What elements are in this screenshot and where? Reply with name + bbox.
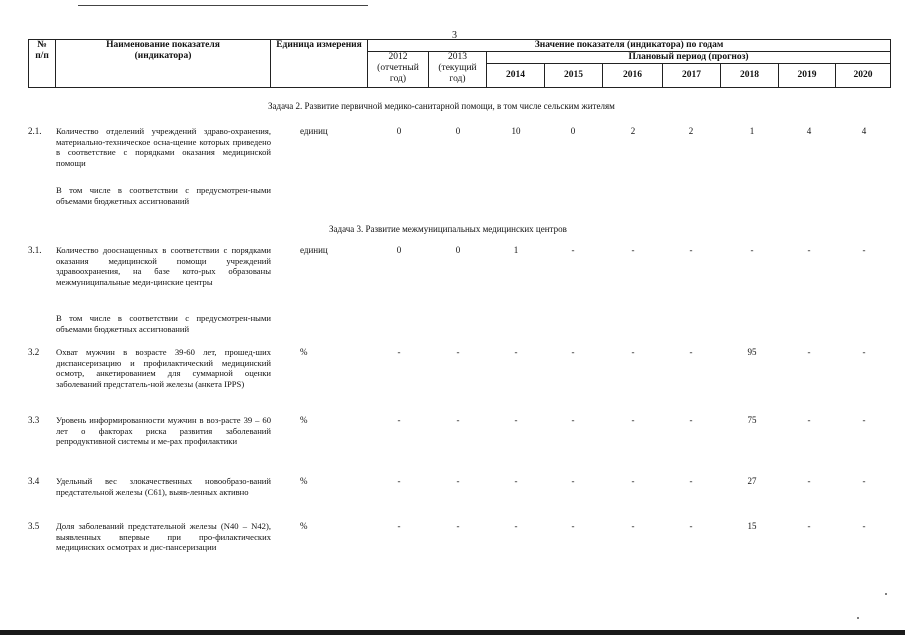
- row-value: -: [631, 521, 635, 531]
- row-value: -: [807, 415, 811, 425]
- row-value: -: [514, 521, 518, 531]
- header-2017: 2017: [663, 64, 721, 88]
- bottom-border: [0, 630, 905, 635]
- top-rule: [78, 5, 368, 6]
- row-unit: %: [300, 521, 308, 531]
- row-name: Охват мужчин в возрасте 39-60 лет, прошед-ших диспансеризацию и профилактический медицинский осмотр, анкетированием для суммарной оценки заболеваний предстатель-ной железы (анкета IPPS): [56, 347, 271, 389]
- row-name: Удельный вес злокачественных новообразо-ваний предстательной железы (C61), выяв-ленных активно: [56, 476, 271, 497]
- year-2013-note: (текущий год): [438, 63, 477, 84]
- row-value: 4: [861, 126, 867, 136]
- row-name: Количество дооснащенных в соответствии с порядками оказания медицинской помощи учреждений здравоохранения, на базе кото-рых образованы межмуниципальные меди-цинские центры: [56, 245, 271, 287]
- row-value: 1: [513, 245, 519, 255]
- row-name: Доля заболеваний предстательной железы (N40 – N42), выявленных впервые при про-филактических медицинских осмотрах и дис-пансеризации: [56, 521, 271, 553]
- row-number: 3.2: [28, 347, 40, 357]
- header-2012: [368, 52, 429, 88]
- row-value: -: [571, 347, 575, 357]
- row-value: -: [689, 476, 693, 486]
- row-value: -: [862, 521, 866, 531]
- header-2016: 2016: [603, 64, 663, 88]
- row-number: 3.4: [28, 476, 40, 486]
- row-unit: %: [300, 476, 308, 486]
- row-value: -: [689, 521, 693, 531]
- row-value: -: [456, 476, 460, 486]
- scan-speck: [857, 617, 859, 619]
- header-unit: Единица измерения: [271, 40, 368, 88]
- row-number: 2.1.: [28, 126, 42, 136]
- row-number: 3.1.: [28, 245, 42, 255]
- row-unit: единиц: [300, 126, 328, 136]
- header-2019: 2019: [779, 64, 836, 88]
- row-value: -: [807, 347, 811, 357]
- row-subnote: В том числе в соответствии с предусмотрен-ными объемами бюджетных ассигнований: [56, 313, 271, 334]
- row-value: -: [456, 521, 460, 531]
- header-values: Значение показателя (индикатора) по годам: [368, 40, 891, 52]
- row-value: -: [514, 415, 518, 425]
- row-subnote: В том числе в соответствии с предусмотрен-ными объемами бюджетных ассигнований: [56, 185, 271, 206]
- row-value: -: [571, 476, 575, 486]
- row-name: Количество отделений учреждений здраво-охранения, материально-техническое осна-щение которых приведено в соответствие с порядками оказания медицинской помощи: [56, 126, 271, 168]
- page-number: 3: [452, 30, 457, 41]
- header-2015: 2015: [545, 64, 603, 88]
- row-value: -: [397, 476, 401, 486]
- row-value: -: [631, 347, 635, 357]
- row-value: -: [862, 415, 866, 425]
- header-table: [28, 39, 891, 88]
- row-value: 10: [511, 126, 521, 136]
- year-2012: 2012: [388, 52, 408, 62]
- row-value: 2: [688, 126, 694, 136]
- row-value: -: [631, 476, 635, 486]
- row-value: -: [689, 245, 693, 255]
- header-2013: [429, 52, 487, 88]
- row-value: 4: [806, 126, 812, 136]
- year-2013: 2013: [448, 52, 467, 62]
- row-value: -: [571, 415, 575, 425]
- header-2014: 2014: [487, 64, 545, 88]
- row-unit: единиц: [300, 245, 328, 255]
- row-value: -: [807, 476, 811, 486]
- row-value: -: [807, 245, 811, 255]
- row-value: -: [631, 415, 635, 425]
- row-value: 0: [396, 245, 402, 255]
- row-number: 3.5: [28, 521, 40, 531]
- row-value: -: [571, 245, 575, 255]
- row-value: -: [397, 521, 401, 531]
- row-value: -: [631, 245, 635, 255]
- header-planned: Плановый период (прогноз): [487, 52, 891, 64]
- row-value: -: [750, 245, 754, 255]
- year-2012-note: (отчетный год): [377, 63, 419, 84]
- row-value: -: [689, 347, 693, 357]
- row-value: -: [862, 347, 866, 357]
- row-value: -: [514, 347, 518, 357]
- header-2018: 2018: [721, 64, 779, 88]
- row-unit: %: [300, 415, 308, 425]
- header-no: № п/п: [29, 40, 56, 88]
- row-number: 3.3: [28, 415, 40, 425]
- row-value: 95: [747, 347, 757, 357]
- task-2-heading: Задача 2. Развитие первичной медико-санитарной помощи, в том числе сельским жителям: [268, 101, 615, 111]
- row-unit: %: [300, 347, 308, 357]
- row-value: -: [807, 521, 811, 531]
- scan-speck: [885, 593, 887, 595]
- task-3-heading: Задача 3. Развитие межмуниципальных медицинских центров: [329, 224, 567, 234]
- row-value: 0: [396, 126, 402, 136]
- row-value: -: [397, 347, 401, 357]
- row-value: 0: [455, 245, 461, 255]
- header-name: Наименование показателя (индикатора): [56, 40, 271, 88]
- row-value: 0: [455, 126, 461, 136]
- row-value: 15: [747, 521, 757, 531]
- row-value: 2: [630, 126, 636, 136]
- row-value: -: [456, 415, 460, 425]
- row-value: -: [862, 245, 866, 255]
- row-value: -: [397, 415, 401, 425]
- header-2020: 2020: [836, 64, 891, 88]
- row-value: 0: [570, 126, 576, 136]
- row-value: 1: [749, 126, 755, 136]
- row-value: -: [514, 476, 518, 486]
- row-value: -: [862, 476, 866, 486]
- row-value: 75: [747, 415, 757, 425]
- row-value: 27: [747, 476, 757, 486]
- row-value: -: [689, 415, 693, 425]
- row-value: -: [456, 347, 460, 357]
- row-value: -: [571, 521, 575, 531]
- row-name: Уровень информированности мужчин в воз-расте 39 – 60 лет о факторах риска развития заболеваний репродуктивной системы и ме-рах профилактики: [56, 415, 271, 447]
